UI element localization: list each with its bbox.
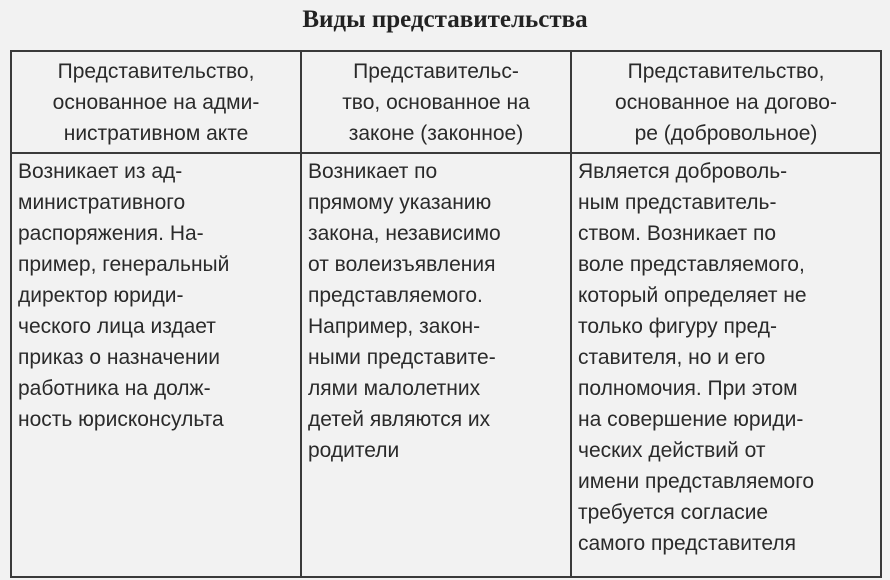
body-line: полномочия. При этом [578, 377, 798, 400]
body-line: который определяет не [578, 284, 807, 307]
header-line: нистративном акте [63, 122, 249, 145]
body-line: прямому указанию [308, 191, 492, 214]
body-line: работника на долж- [18, 377, 211, 400]
body-line: имени представляемого [578, 470, 815, 493]
header-line: Представительство, [627, 60, 825, 83]
body-line: требуется согласие [578, 501, 769, 524]
body-line: ность юрисконсульта [18, 408, 224, 431]
body-line: приказ о назначении [18, 346, 221, 369]
body-cell-administrative [11, 153, 301, 577]
header-row [11, 51, 881, 153]
body-line: пример, генеральный [18, 253, 230, 276]
body-line: ставителя, но и его [578, 346, 766, 369]
body-line: Возникает по [308, 160, 438, 183]
body-line: ными представите- [308, 346, 496, 369]
body-line: ным представитель- [578, 191, 777, 214]
body-line: только фигуру пред- [578, 315, 777, 338]
body-line: ческих действий от [578, 439, 766, 462]
header-line: Представительс- [353, 60, 519, 83]
body-line: представляемого. [308, 284, 483, 307]
body-row [11, 153, 881, 577]
table-title: Виды представительства [302, 6, 588, 33]
body-cell-contractual [571, 153, 881, 577]
body-line: ством. Возникает по [578, 222, 777, 245]
body-line: министративного [18, 191, 186, 214]
header-line: основанное на догово- [615, 91, 837, 114]
header-cell-legal [301, 51, 571, 153]
header-line: Представительство, [57, 60, 255, 83]
body-line: родители [308, 439, 400, 462]
body-line: ческого лица издает [18, 315, 216, 338]
body-line: директор юриди- [18, 284, 184, 307]
representation-types-table [10, 50, 882, 578]
body-line: Возникает из ад- [18, 160, 183, 183]
body-line: самого представителя [578, 532, 796, 555]
body-cell-legal [301, 153, 571, 577]
header-cell-administrative [11, 51, 301, 153]
header-line: тво, основанное на [342, 91, 530, 114]
body-line: закона, независимо [308, 222, 501, 245]
header-line: ре (добровольное) [634, 122, 818, 145]
body-line: Является доброволь- [578, 160, 788, 183]
body-line: на совершение юриди- [578, 408, 804, 431]
body-line: от волеизъявления [308, 253, 496, 276]
body-line: лями малолетних [308, 377, 481, 400]
body-line: воле представляемого, [578, 253, 805, 276]
body-line: Например, закон- [308, 315, 481, 338]
body-line: детей являются их [308, 408, 491, 431]
body-line: распоряжения. На- [18, 222, 204, 245]
header-line: законе (законное) [348, 122, 524, 145]
header-cell-contractual [571, 51, 881, 153]
header-line: основанное на адми- [52, 91, 260, 114]
